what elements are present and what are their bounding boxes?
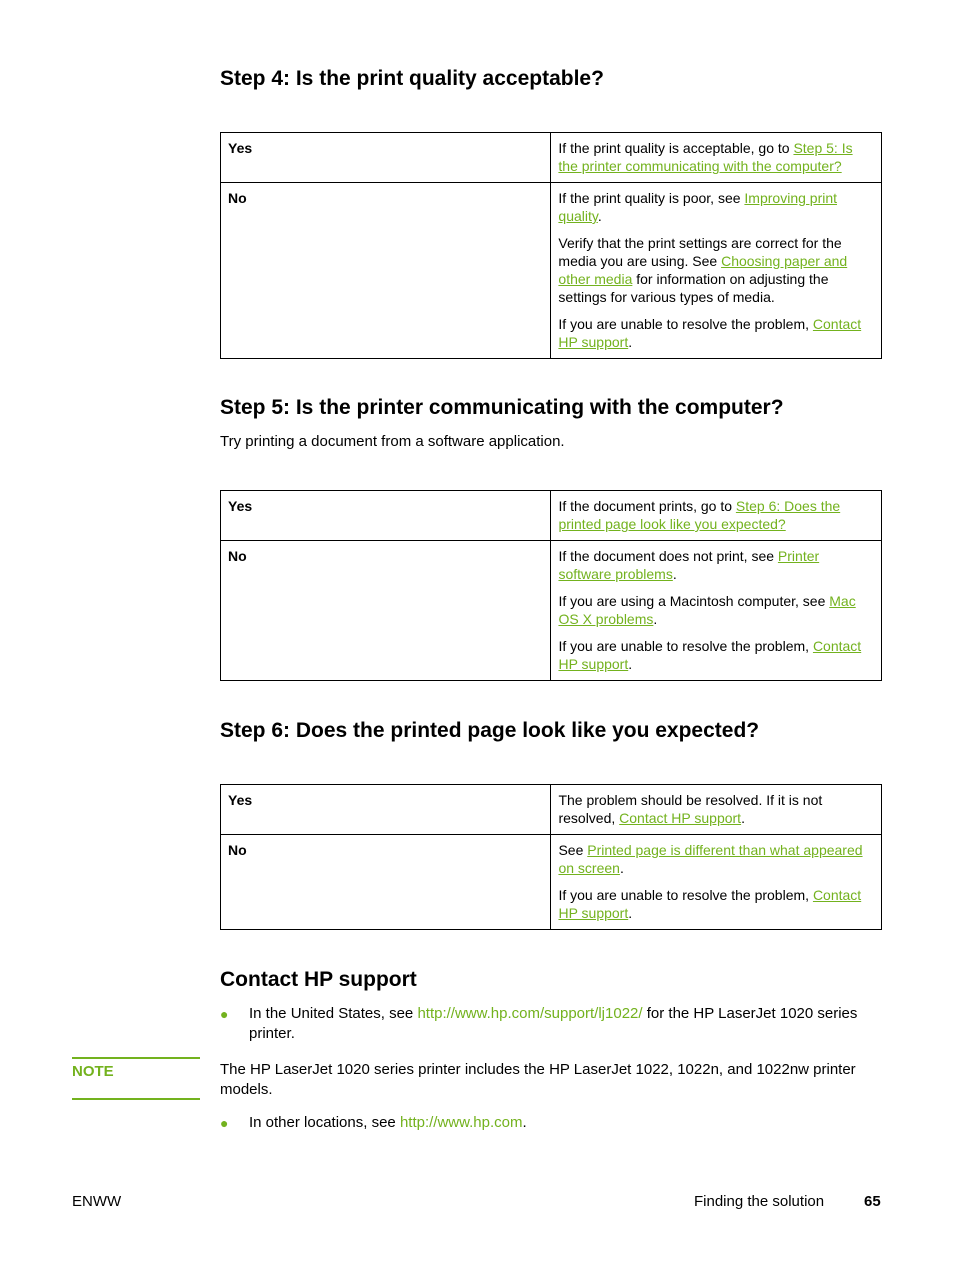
bullet-icon: ●	[220, 1115, 229, 1131]
contact-hp-support-link[interactable]: Contact HP support	[619, 810, 742, 826]
mac-os-x-problems-link[interactable]: Mac OS X problems	[558, 593, 856, 627]
table-row	[221, 835, 882, 930]
step5-link[interactable]: Step 5: Is the printer communicating with the computer?	[558, 140, 853, 174]
us-support-url-link[interactable]: http://www.hp.com/support/lj1022/	[417, 1005, 643, 1022]
note-label: NOTE	[72, 1057, 200, 1100]
improving-print-quality-link[interactable]: Improving print quality	[558, 190, 838, 224]
no-description: If the document does not print, see Printer software problems. If you are using a Macintosh computer, see Mac OS X problems. If you are unable to resolve the problem, Contact HP support.	[551, 541, 882, 681]
table-row	[221, 133, 882, 183]
step5-intro: Try printing a document from a software application.	[220, 433, 565, 450]
no-label: No	[221, 541, 551, 681]
choosing-paper-link[interactable]: Choosing paper and other media	[558, 253, 848, 287]
page-number: 65	[864, 1193, 881, 1210]
footer-section: Finding the solution	[694, 1193, 825, 1210]
bullet-icon: ●	[220, 1006, 229, 1022]
step6-heading: Step 6: Does the printed page look like you expected?	[220, 719, 760, 742]
step5-heading: Step 5: Is the printer communicating with the computer?	[220, 396, 784, 419]
printed-page-different-link[interactable]: Printed page is different than what appeared on screen	[558, 842, 863, 876]
printer-software-problems-link[interactable]: Printer software problems	[558, 548, 820, 582]
no-description: If the print quality is poor, see Improving print quality. Verify that the print settings are correct for the media you are using. See Choosing paper and other media for information on adjusting the settings for various types of media. If you are unable to resolve the problem, Contact HP support.	[551, 183, 882, 359]
no-label: No	[221, 835, 551, 930]
hp-website-link[interactable]: http://www.hp.com	[399, 1114, 523, 1131]
no-description: See Printed page is different than what appeared on screen. If you are unable to resolve the problem, Contact HP support.	[551, 835, 882, 930]
contact-hp-support-link[interactable]: Contact HP support	[558, 316, 862, 350]
yes-description: If the document prints, go to Step 6: Does the printed page look like you expected?	[551, 491, 882, 541]
list-item: ● In the United States, see http://www.hp.com/support/lj1022/ for the HP LaserJet 1020 series printer.	[220, 1005, 858, 1042]
step4-table	[220, 132, 882, 359]
yes-label: Yes	[221, 491, 551, 541]
step5-table	[220, 490, 882, 681]
note-text: The HP LaserJet 1020 series printer includes the HP LaserJet 1022, 1022n, and 1022nw printer models.	[220, 1061, 856, 1098]
yes-description: The problem should be resolved. If it is not resolved, Contact HP support.	[551, 785, 882, 835]
contact-hp-support-link[interactable]: Contact HP support	[558, 887, 862, 921]
yes-description: If the print quality is acceptable, go to Step 5: Is the printer communicating with the computer?	[551, 133, 882, 183]
list-item: ● In other locations, see http://www.hp.com.	[220, 1114, 527, 1131]
no-label: No	[221, 183, 551, 359]
contact-hp-support-link[interactable]: Contact HP support	[558, 638, 862, 672]
yes-label: Yes	[221, 785, 551, 835]
step6-link[interactable]: Step 6: Does the printed page look like you expected?	[558, 498, 841, 532]
table-row	[221, 491, 882, 541]
step4-heading: Step 4: Is the print quality acceptable?	[220, 67, 604, 90]
step6-table	[220, 784, 882, 930]
table-row	[221, 785, 882, 835]
footer-left: ENWW	[72, 1193, 122, 1210]
contact-heading: Contact HP support	[220, 968, 417, 991]
table-row	[221, 183, 882, 359]
yes-label: Yes	[221, 133, 551, 183]
table-row	[221, 541, 882, 681]
